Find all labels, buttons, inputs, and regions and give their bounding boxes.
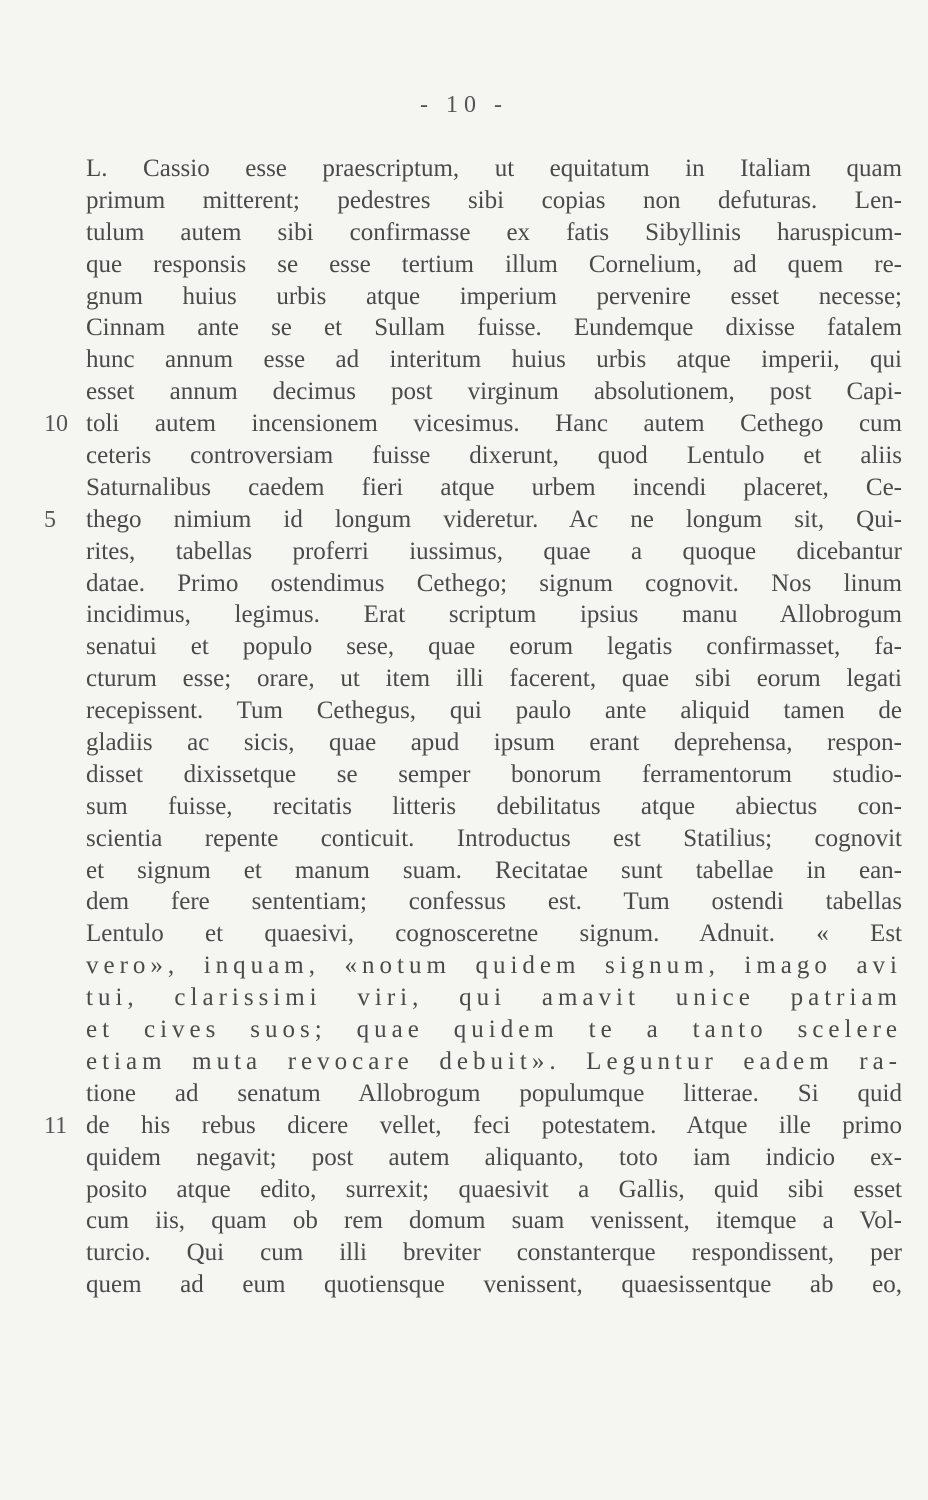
text-line: primum mitterent; pedestres sibi copias non defuturas. Len- bbox=[86, 186, 902, 214]
text-line: et signum et manum suam. Recitatae sunt tabellae in ean- bbox=[86, 856, 902, 884]
text-line: recepissent. Tum Cethegus, qui paulo ante aliquid tamen de bbox=[86, 697, 902, 725]
text-line: turcio. Qui cum illi breviter constanterque respondissent, per bbox=[86, 1239, 902, 1267]
text-line: gladiis ac sicis, quae apud ipsum erant deprehensa, respon- bbox=[86, 729, 902, 757]
text-line: cum iis, quam ob rem domum suam venissent, itemque a Vol- bbox=[86, 1207, 902, 1235]
text-line: thego nimium id longum videretur. Ac ne longum sit, Qui- bbox=[86, 505, 902, 533]
text-line: esset annum decimus post virginum absolutionem, post Capi- bbox=[86, 378, 902, 406]
text-line: dem fere sententiam; confessus est. Tum ostendi tabellas bbox=[86, 888, 902, 916]
text-line: incidimus, legimus. Erat scriptum ipsius manu Allobrogum bbox=[86, 601, 902, 629]
text-line: L. Cassio esse praescriptum, ut equitatum in Italiam quam bbox=[86, 155, 902, 182]
text-line: etiam muta revocare debuit». Leguntur eadem ra- bbox=[86, 1047, 902, 1075]
text-line: vero», inquam, «notum quidem signum, imago avi bbox=[86, 952, 902, 980]
text-line: senatui et populo sese, quae eorum legatis confirmasset, fa- bbox=[86, 633, 902, 661]
text-line: scientia repente conticuit. Introductus est Statilius; cognovit bbox=[86, 824, 902, 852]
body-text bbox=[86, 153, 902, 1301]
text-line: quem ad eum quotiensque venissent, quaesissentque ab eo, bbox=[86, 1271, 902, 1299]
margin-line-number: 10 bbox=[44, 411, 68, 438]
text-line: hunc annum esse ad interitum huius urbis atque imperii, qui bbox=[86, 346, 902, 374]
text-line: que responsis se esse tertium illum Cornelium, ad quem re- bbox=[86, 250, 902, 278]
margin-line-number: 11 bbox=[44, 1113, 68, 1139]
text-line: posito atque edito, surrexit; quaesivit a Gallis, quid sibi esset bbox=[86, 1175, 902, 1203]
text-line: rites, tabellas proferri iussimus, quae a quoque dicebantur bbox=[86, 537, 902, 565]
text-line: de his rebus dicere vellet, feci potestatem. Atque ille primo bbox=[86, 1111, 902, 1139]
text-line: et cives suos; quae quidem te a tanto scelere bbox=[86, 1016, 902, 1044]
text-line: gnum huius urbis atque imperium pervenire esset necesse; bbox=[86, 282, 902, 310]
text-line: Lentulo et quaesivi, cognosceretne signum. Adnuit. « Est bbox=[86, 920, 902, 948]
text-line: Saturnalibus caedem fieri atque urbem incendi placeret, Ce- bbox=[86, 473, 902, 501]
text-line: cturum esse; orare, ut item illi facerent, quae sibi eorum legati bbox=[86, 665, 902, 693]
text-line: toli autem incensionem vicesimus. Hanc autem Cethego cum bbox=[86, 410, 902, 438]
text-line: tione ad senatum Allobrogum populumque litterae. Si quid bbox=[86, 1079, 902, 1107]
text-line: ceteris controversiam fuisse dixerunt, quod Lentulo et aliis bbox=[86, 442, 902, 470]
text-line: Cinnam ante se et Sullam fuisse. Eundemque dixisse fatalem bbox=[86, 314, 902, 342]
page-number: - 10 - bbox=[420, 92, 508, 118]
text-line: sum fuisse, recitatis litteris debilitatus atque abiectus con- bbox=[86, 792, 902, 820]
text-line: tui, clarissimi viri, qui amavit unice patriam bbox=[86, 984, 902, 1012]
margin-line-number: 5 bbox=[44, 506, 56, 533]
text-line: tulum autem sibi confirmasse ex fatis Sibyllinis haruspicum- bbox=[86, 218, 902, 246]
text-line: datae. Primo ostendimus Cethego; signum cognovit. Nos linum bbox=[86, 569, 902, 597]
text-line: disset dixissetque se semper bonorum ferramentorum studio- bbox=[86, 760, 902, 788]
text-line: quidem negavit; post autem aliquanto, toto iam indicio ex- bbox=[86, 1143, 902, 1171]
